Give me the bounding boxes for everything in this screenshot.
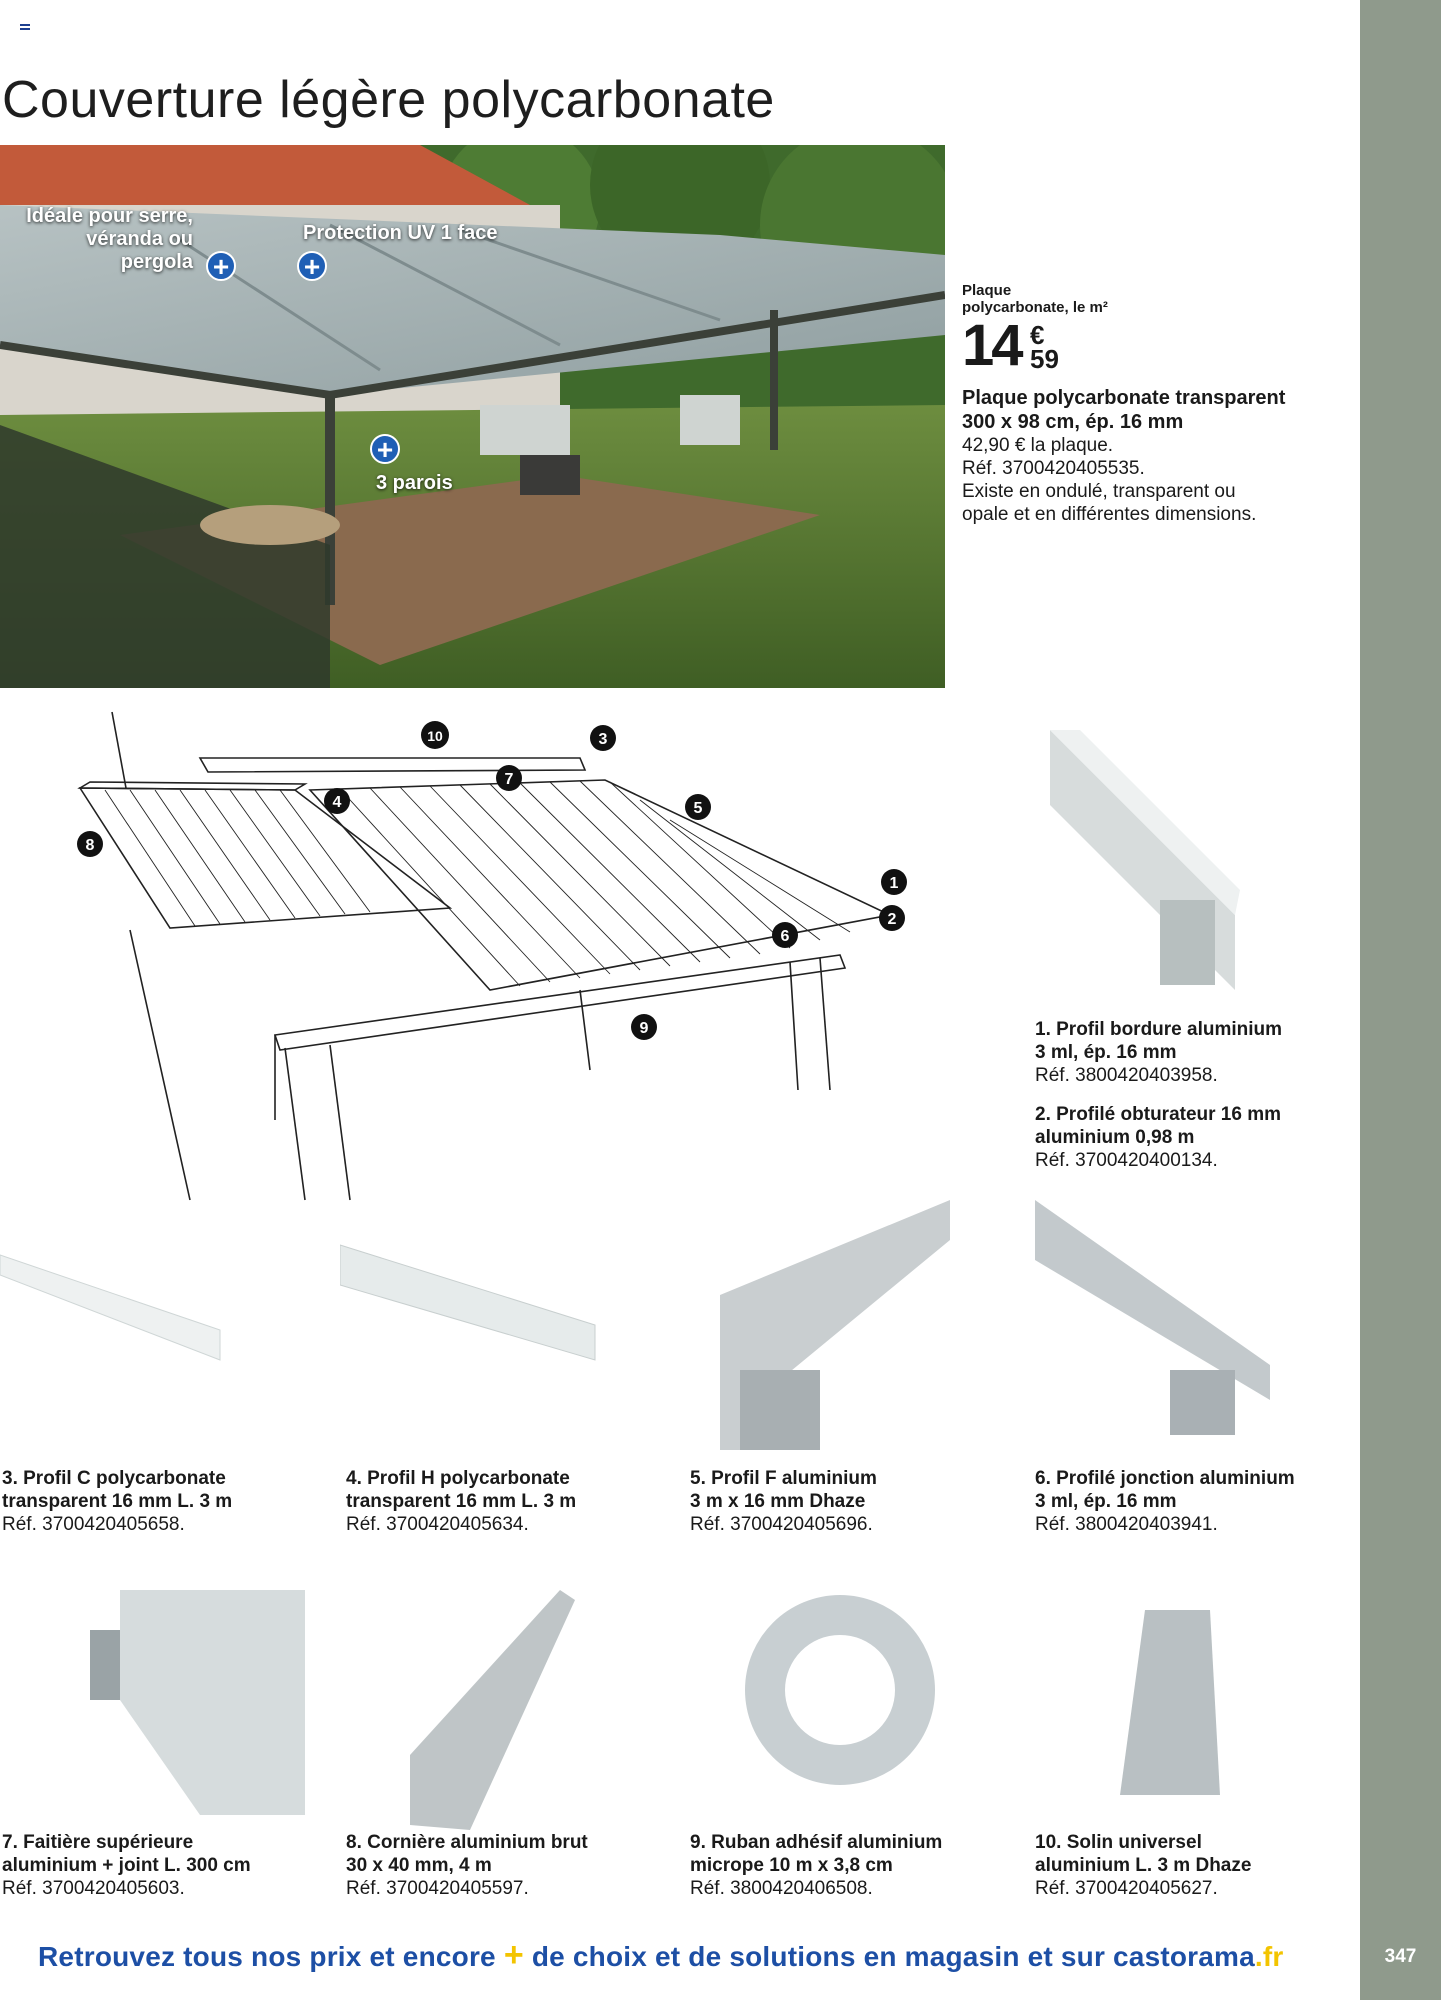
product-reference: Réf. 3700420405634. bbox=[346, 1514, 529, 1535]
svg-text:10: 10 bbox=[427, 728, 443, 744]
product-reference: Réf. 3700420405535. bbox=[962, 458, 1145, 479]
marker-4 bbox=[324, 788, 350, 814]
product-name-line1: 9. Ruban adhésif aluminium bbox=[690, 1832, 943, 1853]
hotspot-usage-line1: Idéale pour serre, bbox=[26, 205, 193, 227]
product-reference: Réf. 3700420405658. bbox=[2, 1514, 185, 1535]
product-name-line2: transparent 16 mm L. 3 m bbox=[346, 1491, 577, 1512]
product-caption-7 bbox=[2, 1831, 332, 1900]
product-reference: Réf. 3700420405597. bbox=[346, 1878, 529, 1899]
svg-text:2: 2 bbox=[887, 911, 897, 928]
hotspot-usage-line2: véranda ou bbox=[86, 228, 193, 250]
marker-8 bbox=[77, 831, 103, 857]
product-name-line1: 4. Profil H polycarbonate bbox=[346, 1468, 570, 1489]
diagram-markers bbox=[77, 721, 907, 1040]
price-block bbox=[962, 282, 1352, 526]
hotspot-usage bbox=[18, 205, 193, 274]
product-name-line1: 3. Profil C polycarbonate bbox=[2, 1468, 226, 1489]
product-image-6 bbox=[1035, 1200, 1270, 1435]
svg-text:5: 5 bbox=[693, 800, 703, 817]
product-caption-2 bbox=[1035, 1103, 1365, 1172]
page-number: 347 bbox=[1384, 1946, 1417, 1967]
product-image-5 bbox=[720, 1200, 950, 1460]
product-caption-8 bbox=[346, 1831, 676, 1900]
price-decimals: 59 bbox=[1030, 344, 1059, 374]
marker-7 bbox=[496, 765, 522, 791]
footer-banner[interactable] bbox=[38, 1936, 1284, 1975]
marker-5 bbox=[685, 794, 711, 820]
hotspot-uv: Protection UV 1 face bbox=[303, 222, 498, 244]
svg-text:4: 4 bbox=[332, 794, 342, 811]
hero-image bbox=[0, 145, 945, 688]
product-name-line2: aluminium 0,98 m bbox=[1035, 1127, 1195, 1148]
plus-icon[interactable]: + bbox=[297, 251, 327, 281]
marker-10 bbox=[421, 721, 449, 749]
marker-6 bbox=[772, 922, 798, 948]
product-caption-4 bbox=[346, 1467, 676, 1536]
price bbox=[962, 313, 1352, 380]
price-integer: 14 bbox=[962, 313, 1021, 378]
product-reference: Réf. 3800420403941. bbox=[1035, 1514, 1218, 1535]
product-image-1 bbox=[1040, 730, 1250, 1000]
product-image-10 bbox=[1115, 1610, 1225, 1800]
product-name-line2: 3 ml, ép. 16 mm bbox=[1035, 1042, 1177, 1063]
product-image-7 bbox=[90, 1590, 305, 1820]
product-caption-1 bbox=[1035, 1018, 1365, 1087]
product-note-line2: opale et en différentes dimensions. bbox=[962, 504, 1257, 525]
product-image-8 bbox=[410, 1590, 580, 1830]
product-price-per-sheet: 42,90 € la plaque. bbox=[962, 435, 1114, 456]
side-band bbox=[1360, 0, 1441, 2000]
product-name-line2: transparent 16 mm L. 3 m bbox=[2, 1491, 233, 1512]
product-name-line1: 1. Profil bordure aluminium bbox=[1035, 1019, 1283, 1040]
svg-text:1: 1 bbox=[889, 875, 899, 892]
product-note-line1: Existe en ondulé, transparent ou bbox=[962, 481, 1236, 502]
marker-3 bbox=[590, 725, 616, 751]
product-caption-10 bbox=[1035, 1831, 1365, 1900]
assembly-diagram bbox=[60, 700, 960, 1240]
product-reference: Réf. 3800420406508. bbox=[690, 1878, 873, 1899]
hotspot-walls: 3 parois bbox=[376, 472, 453, 494]
product-name-line2: aluminium L. 3 m Dhaze bbox=[1035, 1855, 1252, 1876]
product-caption-6 bbox=[1035, 1467, 1365, 1536]
marker-1 bbox=[881, 869, 907, 895]
product-name-line1: 7. Faitière supérieure bbox=[2, 1832, 194, 1853]
product-reference: Réf. 3700420405696. bbox=[690, 1514, 873, 1535]
hotspot-usage-line3: pergola bbox=[120, 251, 193, 273]
page-title: Couverture légère polycarbonate bbox=[2, 71, 775, 129]
product-caption-9 bbox=[690, 1831, 1020, 1900]
product-name-line1: 5. Profil F aluminium bbox=[690, 1468, 877, 1489]
plus-icon: + bbox=[503, 1936, 524, 1974]
product-caption-5 bbox=[690, 1467, 1020, 1536]
product-reference: Réf. 3700420405627. bbox=[1035, 1878, 1218, 1899]
product-name-line1: 8. Cornière aluminium brut bbox=[346, 1832, 588, 1853]
product-name-line2: 3 ml, ép. 16 mm bbox=[1035, 1491, 1177, 1512]
product-name-line2: 3 m x 16 mm Dhaze bbox=[690, 1491, 866, 1512]
product-name-line1: 10. Solin universel bbox=[1035, 1832, 1202, 1853]
product-name-line2: 30 x 40 mm, 4 m bbox=[346, 1855, 492, 1876]
menu-icon[interactable] bbox=[20, 24, 30, 32]
product-image-9 bbox=[740, 1590, 940, 1790]
footer-text-part1: Retrouvez tous nos prix et encore bbox=[38, 1941, 496, 1972]
footer-text-part2: de choix et de solutions en magasin et sur castorama bbox=[531, 1941, 1255, 1972]
marker-9 bbox=[631, 1014, 657, 1040]
product-name-line1: 6. Profilé jonction aluminium bbox=[1035, 1468, 1295, 1489]
product-title-line2: 300 x 98 cm, ép. 16 mm bbox=[962, 411, 1184, 433]
product-title-line1: Plaque polycarbonate transparent bbox=[962, 387, 1286, 409]
svg-text:9: 9 bbox=[639, 1020, 649, 1037]
product-name-line2: micrope 10 m x 3,8 cm bbox=[690, 1855, 893, 1876]
product-reference: Réf. 3700420405603. bbox=[2, 1878, 185, 1899]
marker-2 bbox=[879, 905, 905, 931]
price-caption-line2: polycarbonate, le m² bbox=[962, 299, 1108, 316]
product-reference: Réf. 3800420403958. bbox=[1035, 1065, 1218, 1086]
product-name-line2: aluminium + joint L. 300 cm bbox=[2, 1855, 251, 1876]
svg-text:3: 3 bbox=[598, 731, 608, 748]
footer-domain-suffix: .fr bbox=[1254, 1941, 1284, 1972]
product-image-3 bbox=[0, 1250, 225, 1370]
price-currency: € bbox=[1030, 320, 1045, 350]
product-reference: Réf. 3700420400134. bbox=[1035, 1150, 1218, 1171]
product-image-4 bbox=[340, 1240, 600, 1380]
plus-icon[interactable]: + bbox=[370, 434, 400, 464]
product-caption-3 bbox=[2, 1467, 332, 1536]
product-name-line1: 2. Profilé obturateur 16 mm bbox=[1035, 1104, 1282, 1125]
plus-icon[interactable]: + bbox=[206, 251, 236, 281]
svg-text:8: 8 bbox=[85, 837, 95, 854]
svg-text:7: 7 bbox=[504, 771, 514, 788]
svg-text:6: 6 bbox=[780, 928, 790, 945]
price-caption-line1: Plaque bbox=[962, 282, 1012, 299]
